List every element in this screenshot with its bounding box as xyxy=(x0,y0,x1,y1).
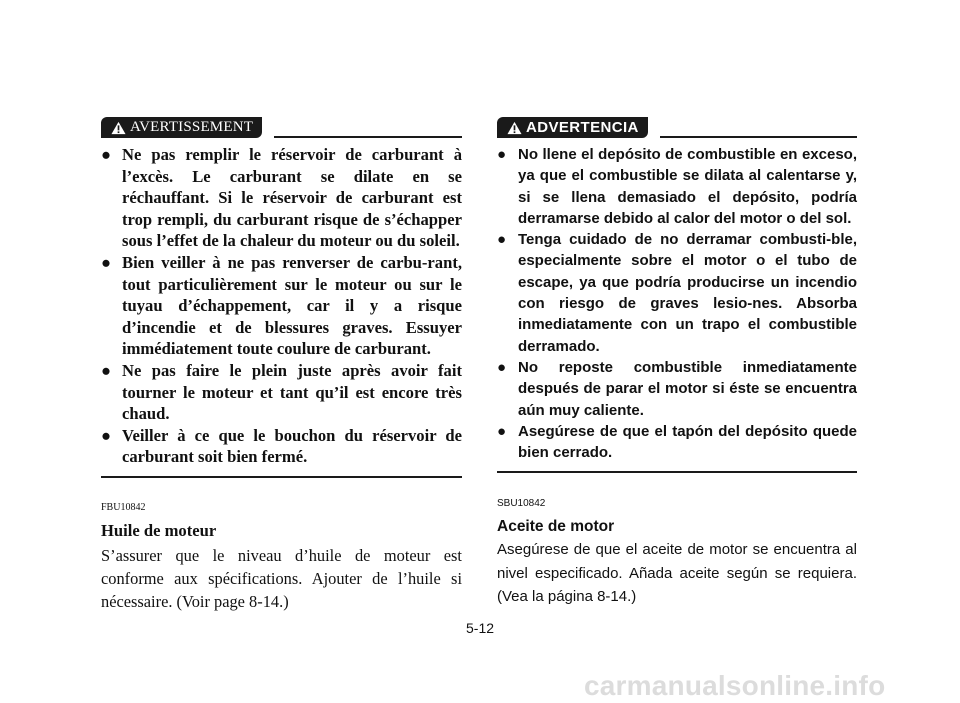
warning-item: ● Tenga cuidado de no derramar combusti-ble, especialmente sobre el motor o el tubo de escape, ya que podría producirse un incendio con riesgo de graves lesio-nes. Absorba inmediatamente con un trapo el combustible derramado. xyxy=(497,231,857,355)
french-column xyxy=(101,116,462,613)
warning-badge-fr xyxy=(101,117,262,138)
warning-end-rule-es xyxy=(497,471,857,473)
spanish-column xyxy=(497,116,857,609)
bullet-icon: ● xyxy=(101,145,112,164)
section-body-fr: S’assurer que le niveau d’huile de moteur est conforme aux spécifications. Ajouter de l’huile si nécessaire. (Voir page 8-14.) xyxy=(101,545,462,611)
warning-label-es: ADVERTENCIA xyxy=(526,119,639,136)
warning-rule-fr xyxy=(274,136,462,138)
bullet-icon: ● xyxy=(101,425,112,445)
section-code-es: SBU10842 xyxy=(497,498,546,510)
bullet-icon: ● xyxy=(101,360,112,380)
warning-label-fr: AVERTISSEMENT xyxy=(130,119,254,135)
warning-header-fr xyxy=(101,116,462,138)
bullet-icon: ● xyxy=(497,422,507,440)
warning-item: ● No reposte combustible inmediatamente después de parar el motor si éste se encuentra aún muy caliente. xyxy=(497,358,857,419)
warning-end-rule-fr xyxy=(101,476,462,478)
bullet-icon: ● xyxy=(497,231,507,249)
warning-triangle-icon xyxy=(111,121,126,135)
warning-item: ● Asegúrese de que el tapón del depósito quede bien cerrado. xyxy=(497,422,857,462)
section-title-fr: Huile de moteur xyxy=(101,520,217,540)
warning-badge-es xyxy=(497,117,648,138)
section-title-es: Aceite de motor xyxy=(497,518,615,536)
warning-list-fr xyxy=(101,144,462,468)
watermark: carmanualsonline.info xyxy=(584,670,886,701)
warning-item: ● No llene el depósito de combustible en exceso, ya que el combustible se dilata al calentarse y, si se llena demasiado el depósito, podría derramarse debido al calor del motor o del sol. xyxy=(497,146,857,227)
warning-triangle-icon xyxy=(507,121,522,135)
bullet-icon: ● xyxy=(101,252,112,272)
warning-item: ● Bien veiller à ne pas renverser de carbu-rant, tout particulièrement sur le moteur ou sur le tuyau d’échappement, car il y a risque d’incendie et de blessures graves. Essuyer immédiatement toute coulure de carburant. xyxy=(101,252,462,359)
section-code-fr: FBU10842 xyxy=(101,501,146,513)
warning-item: ● Ne pas remplir le réservoir de carburant à l’excès. Le carburant se dilate en se réchauffant. Si le réservoir de carburant est trop rempli, du carburant risque de s’échapper sous l’effet de la chaleur du moteur ou du soleil. xyxy=(101,145,462,251)
bullet-icon: ● xyxy=(497,358,507,376)
bullet-icon: ● xyxy=(497,146,507,163)
warning-list-es xyxy=(497,144,857,463)
section-body-es: Asegúrese de que el aceite de motor se encuentra al nivel especificado. Añada aceite según se requiera. (Vea la página 8-14.) xyxy=(497,541,857,606)
warning-item: ● Veiller à ce que le bouchon du réservoir de carburant soit bien fermé. xyxy=(101,425,462,467)
warning-item: ● Ne pas faire le plein juste après avoir fait tourner le moteur et tant qu’il est encore très chaud. xyxy=(101,360,462,424)
warning-rule-es xyxy=(660,136,857,138)
page-number: 5-12 xyxy=(466,620,495,636)
warning-header-es xyxy=(497,116,857,138)
